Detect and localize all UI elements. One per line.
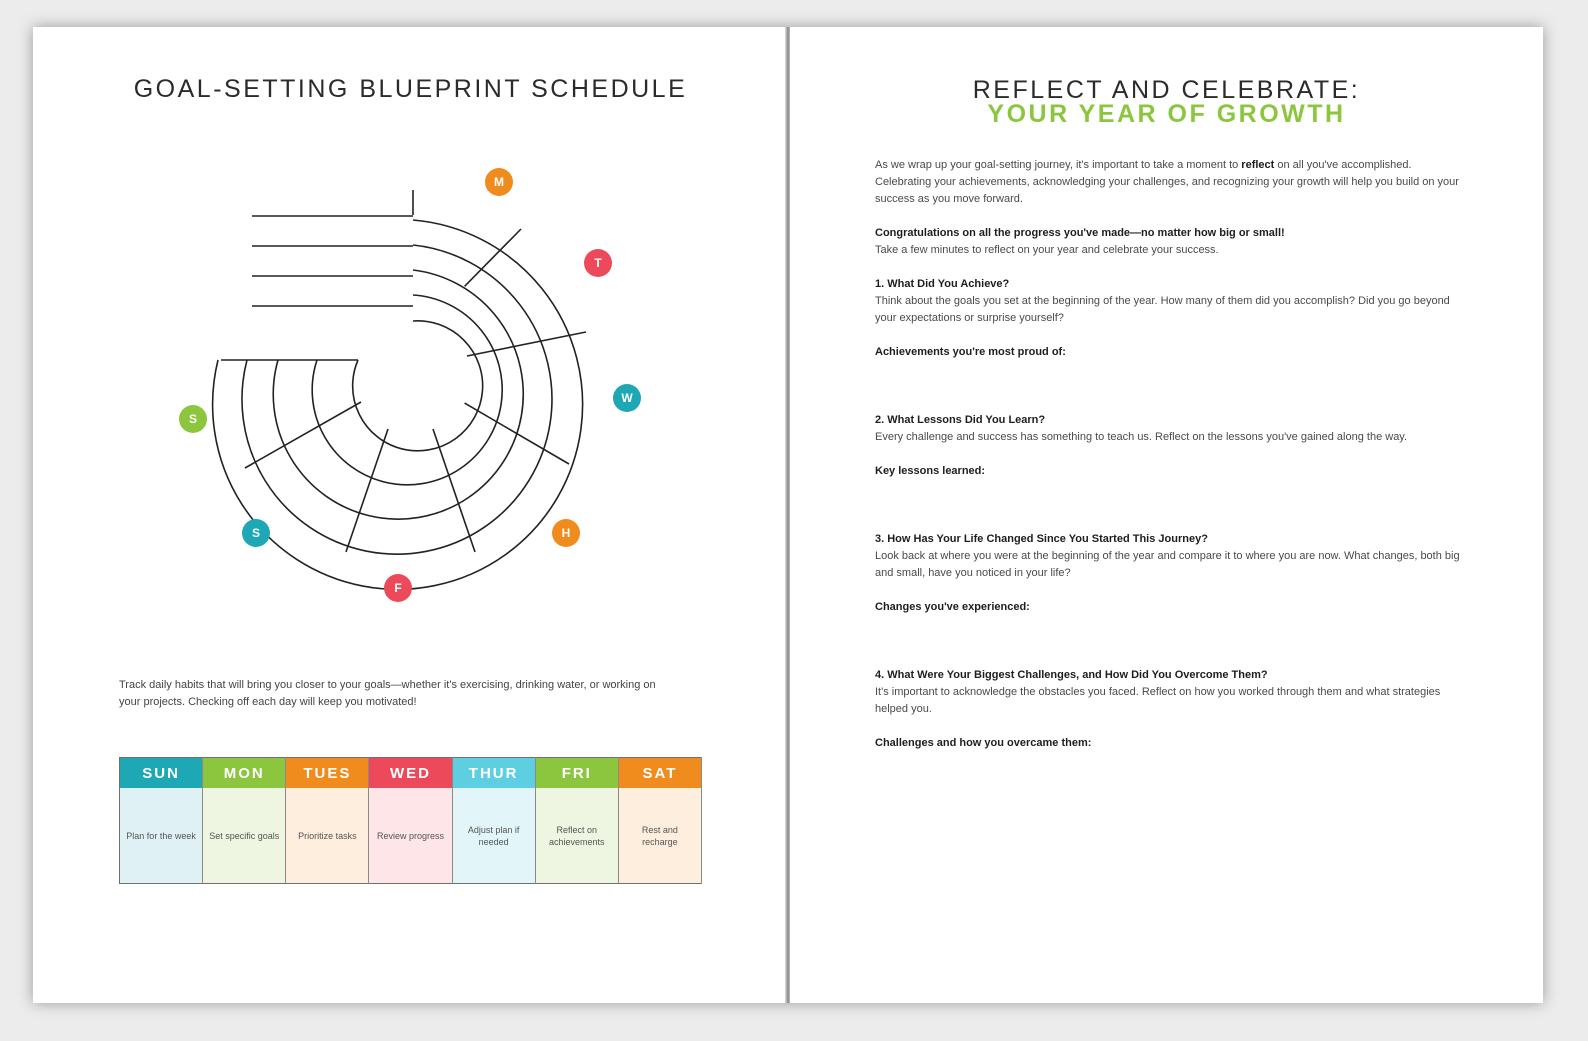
book-spread: [33, 27, 1543, 1003]
page-title: REFLECT AND CELEBRATE:: [972, 76, 1361, 104]
question-4-prompt: Challenges and how you overcame them:: [875, 737, 1092, 749]
question-1-text: Think about the goals you set at the beginning of the year. How many of them did you accomplish? Did you go beyond your expectations or surprise yourself?: [875, 295, 1450, 324]
question-1-heading: 1. What Did You Achieve?: [875, 278, 1010, 290]
page-title: GOAL-SETTING BLUEPRINT SCHEDULE: [133, 75, 688, 103]
right-page: [790, 27, 1543, 1003]
day-header: WED: [369, 758, 452, 789]
day-task-cell: Adjust plan if needed: [452, 788, 535, 884]
question-3-heading: 3. How Has Your Life Changed Since You Started This Journey?: [875, 533, 1208, 545]
day-task-cell: Prioritize tasks: [286, 788, 369, 884]
reflection-content: [875, 157, 1460, 752]
question-3-text: Look back at where you were at the beginning of the year and compare it to where you are now. What changes, both big and small, have you noticed in your life?: [875, 550, 1460, 579]
day-task-cell: Reflect on achievements: [535, 788, 618, 884]
marker-w-letter: W: [621, 391, 633, 405]
question-4-heading: 4. What Were Your Biggest Challenges, and How Did You Overcome Them?: [875, 669, 1268, 681]
weekday-markers: [179, 168, 641, 602]
day-task-cell: Plan for the week: [120, 788, 203, 884]
question-4-text: It's important to acknowledge the obstacles you faced. Reflect on how you worked through them and what strategies helped you.: [875, 686, 1441, 715]
habit-task-row: [120, 788, 702, 884]
answer-space[interactable]: [875, 361, 1460, 412]
left-page: [33, 27, 788, 1003]
marker-m-letter: M: [494, 175, 504, 189]
question-1-prompt: Achievements you're most proud of:: [875, 346, 1066, 358]
day-task-cell: Set specific goals: [203, 788, 286, 884]
page-subtitle: YOUR YEAR OF GROWTH: [987, 100, 1346, 128]
habit-tracker-table: [119, 757, 702, 884]
habit-wheel: [33, 27, 788, 667]
answer-space[interactable]: [875, 480, 1460, 531]
question-3-prompt: Changes you've experienced:: [875, 601, 1030, 613]
day-task-cell: Rest and recharge: [618, 788, 701, 884]
marker-f-letter: F: [394, 581, 402, 595]
habit-header-row: [120, 758, 702, 789]
answer-space[interactable]: [875, 616, 1460, 667]
day-header: FRI: [535, 758, 618, 789]
day-header: TUES: [286, 758, 369, 789]
day-header: THUR: [452, 758, 535, 789]
marker-h-letter: H: [561, 526, 571, 540]
marker-s-sat-letter: S: [188, 412, 198, 426]
day-header: SAT: [618, 758, 701, 789]
intro-paragraph: As we wrap up your goal-setting journey, it's important to take a moment to reflect on all you've accomplished. Celebrating your achievements, acknowledging your challenges, and recognizing your growth will help you build on your success as you move forward.: [875, 159, 1459, 205]
day-header: SUN: [120, 758, 203, 789]
day-header: MON: [203, 758, 286, 789]
day-task-cell: Review progress: [369, 788, 452, 884]
congrats-heading: Congratulations on all the progress you've made—no matter how big or small!: [875, 227, 1285, 239]
question-2-text: Every challenge and success has something to teach us. Reflect on the lessons you've gained along the way.: [875, 431, 1408, 443]
question-2-prompt: Key lessons learned:: [875, 465, 986, 477]
question-2-heading: 2. What Lessons Did You Learn?: [875, 414, 1046, 426]
habit-description: Track daily habits that will bring you closer to your goals—whether it's exercising, drinking water, or working on your projects. Checking off each day will keep you motivated!: [119, 679, 656, 708]
marker-t-letter: T: [594, 256, 602, 270]
congrats-text: Take a few minutes to reflect on your year and celebrate your success.: [875, 244, 1219, 256]
marker-s-sun-letter: S: [251, 526, 261, 540]
